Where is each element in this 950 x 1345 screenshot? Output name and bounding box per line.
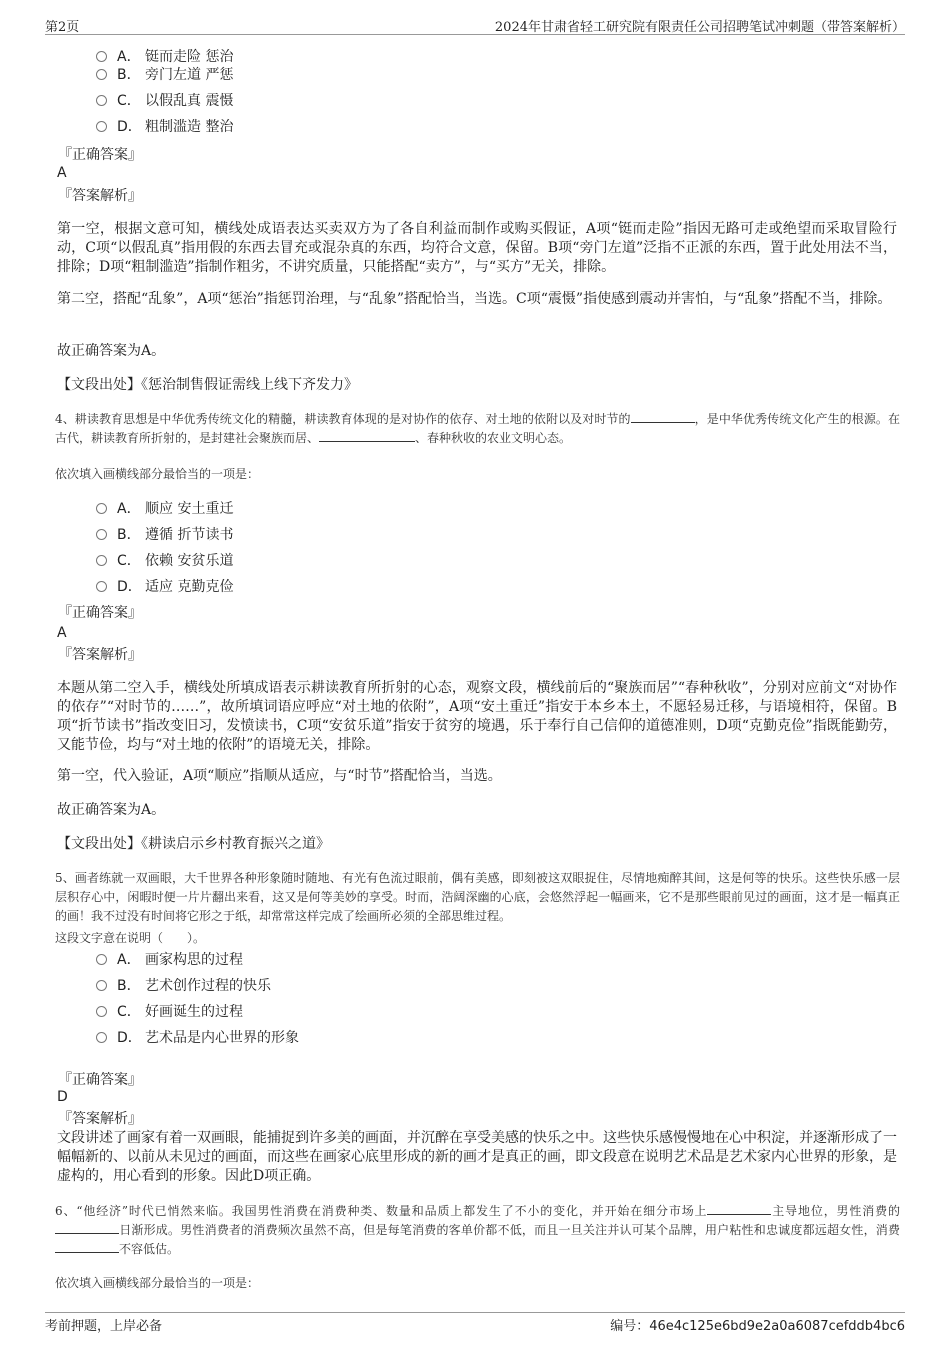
q5-question: 这段文字意在说明（ ）。 [55,931,206,945]
radio-icon[interactable] [96,581,107,592]
document-code: 编号：46e4c125e6bd9e2a0a6087cefddb4bc6 [610,1319,905,1334]
q3-correct-label: 『正确答案』 [58,147,142,163]
q4-option-d[interactable]: D． 适应 克勤克俭 [96,578,233,596]
radio-icon[interactable] [96,529,107,540]
q3-option-c[interactable]: C． 以假乱真 震慑 [96,92,233,110]
q4-analysis-p2: 第一空，代入验证，A项“顺应”指顺从适应，与“时节”搭配恰当，当选。 [57,768,502,784]
q3-answer: A [57,165,67,181]
footer-slogan: 考前押题，上岸必备 [45,1319,163,1334]
q4-stem: 4、耕读教育思想是中华优秀传统文化的精髓，耕读教育体现的是对协作的依存、对土地的依附以及对时节的 ，是中华优秀传统文化产生的根源。在古代，耕读教育所折射的，是封建社会聚族而居、 、春种秋收的农业文明心态。 [55,412,900,445]
page-header [45,14,905,35]
q5-correct-label: 『正确答案』 [58,1072,142,1088]
q3-analysis-p3: 故正确答案为A。 [57,343,166,359]
q3-option-a[interactable]: A． 铤而走险 惩治 [96,48,233,66]
q5-option-b[interactable]: B． 艺术创作过程的快乐 [96,977,271,995]
q4-option-a[interactable]: A． 顺应 安土重迁 [96,500,233,518]
q4-correct-label: 『正确答案』 [58,605,142,621]
radio-icon[interactable] [96,1006,107,1017]
q4-option-b[interactable]: B． 遵循 折节读书 [96,526,233,544]
q3-option-d[interactable]: D． 粗制滥造 整治 [96,118,233,136]
q5-option-a[interactable]: A． 画家构思的过程 [96,951,243,969]
q5-option-d[interactable]: D． 艺术品是内心世界的形象 [96,1029,299,1047]
radio-icon[interactable] [96,954,107,965]
q3-analysis-p1: 第一空，根据文意可知，横线处成语表达买卖双方为了各自利益而制作或购买假证，A项“铤而走险”指因无路可走或绝望而采取冒险行动，C项“以假乱真”指用假的东西去冒充或混杂真的东西，均符合文意，保留。B项“旁门左道”泛指不正派的东西，置于此处用法不当，排除；D项“粗制滥造”指制作粗劣，不讲究质量，只能搭配“卖方”，与“买方”无关，排除。 [57,221,897,275]
q4-analysis-p3: 故正确答案为A。 [57,802,166,818]
q5-option-c[interactable]: C． 好画诞生的过程 [96,1003,243,1021]
q5-analysis-label: 『答案解析』 [58,1111,142,1127]
page-number: 第2页 [45,20,80,35]
radio-icon[interactable] [96,503,107,514]
radio-icon[interactable] [96,980,107,991]
q4-option-c[interactable]: C． 依赖 安贫乐道 [96,552,233,570]
q4-instruction: 依次填入画横线部分最恰当的一项是： [55,467,260,481]
q4-source: 【文段出处】《耕读启示乡村教育振兴之道》 [57,836,330,852]
q5-analysis: 文段讲述了画家有着一双画眼，能捕捉到许多美的画面，并沉醉在享受美感的快乐之中。这些快乐感慢慢地在心中积淀，并逐渐形成了一幅幅新的、以前从未见过的画面，而这些在画家心底里形成的新的画才是真正的画，即文段意在说明艺术品是艺术家内心世界的形象，是虚构的，用心看到的形象。因此D项正确。 [57,1130,897,1184]
radio-icon[interactable] [96,51,107,62]
page-footer [45,1312,905,1335]
q5-stem: 5、画者练就一双画眼，大千世界各种形象随时随地、有光有色流过眼前，偶有美感，即刻被这双眼捉住，尽情地痴醉其间，这是何等的快乐。这些快乐感一层层积存心中，闲暇时便一片片翻出来看，这又是何等美妙的享受。时而，浩阔深幽的心底，会悠然浮起一幅画来，它不是那些眼前见过的画面，这才是一幅真正的画！我不过没有时间将它形之于纸，却常常这样完成了绘画所必须的全部思维过程。 [55,871,900,923]
radio-icon[interactable] [96,1032,107,1043]
q4-analysis-p1: 本题从第二空入手，横线处所填成语表示耕读教育所折射的心态，观察文段，横线前后的“聚族而居”“春种秋收”，分别对应前文“对协作的依存”“对时节的……”，故所填词语应呼应“对土地的依附”，A项“安土重迁”指安于本乡本土，不愿轻易迁移，与语境相符，保留。B项“折节读书”指改变旧习，发愤读书，C项“安贫乐道”指安于贫穷的境遇，乐于奉行自己信仰的道德准则，D项“克勤克俭”指既能勤劳，又能节俭，均与“对土地的依附”的语境无关，排除。 [57,680,897,753]
radio-icon[interactable] [96,95,107,106]
radio-icon[interactable] [96,121,107,132]
q3-analysis-p2: 第二空，搭配“乱象”，A项“惩治”指惩罚治理，与“乱象”搭配恰当，当选。C项“震慑”指使感到震动并害怕，与“乱象”搭配不当，排除。 [57,291,892,307]
radio-icon[interactable] [96,69,107,80]
q4-analysis-label: 『答案解析』 [58,647,142,663]
q3-analysis-label: 『答案解析』 [58,188,142,204]
q4-answer: A [57,625,67,641]
q5-answer: D [57,1089,68,1105]
document-title: 2024年甘肃省轻工研究院有限责任公司招聘笔试冲刺题（带答案解析） [494,20,905,35]
q3-option-b[interactable]: B． 旁门左道 严惩 [96,66,233,84]
q3-source: 【文段出处】《惩治制售假证需线上线下齐发力》 [57,377,358,393]
q6-instruction: 依次填入画横线部分最恰当的一项是： [55,1276,260,1290]
q6-stem: 6、“他经济”时代已悄然来临。我国男性消费在消费种类、数量和品质上都发生了不小的变化，并开始在细分市场上 主导地位，男性消费的日渐形成。男性消费者的消费频次虽然不高，但是每笔消费的客单价都不低，而且一旦关注并认可某个品牌，用户粘性和忠诚度都远超女性，消费不容低估。 [55,1204,900,1256]
radio-icon[interactable] [96,555,107,566]
